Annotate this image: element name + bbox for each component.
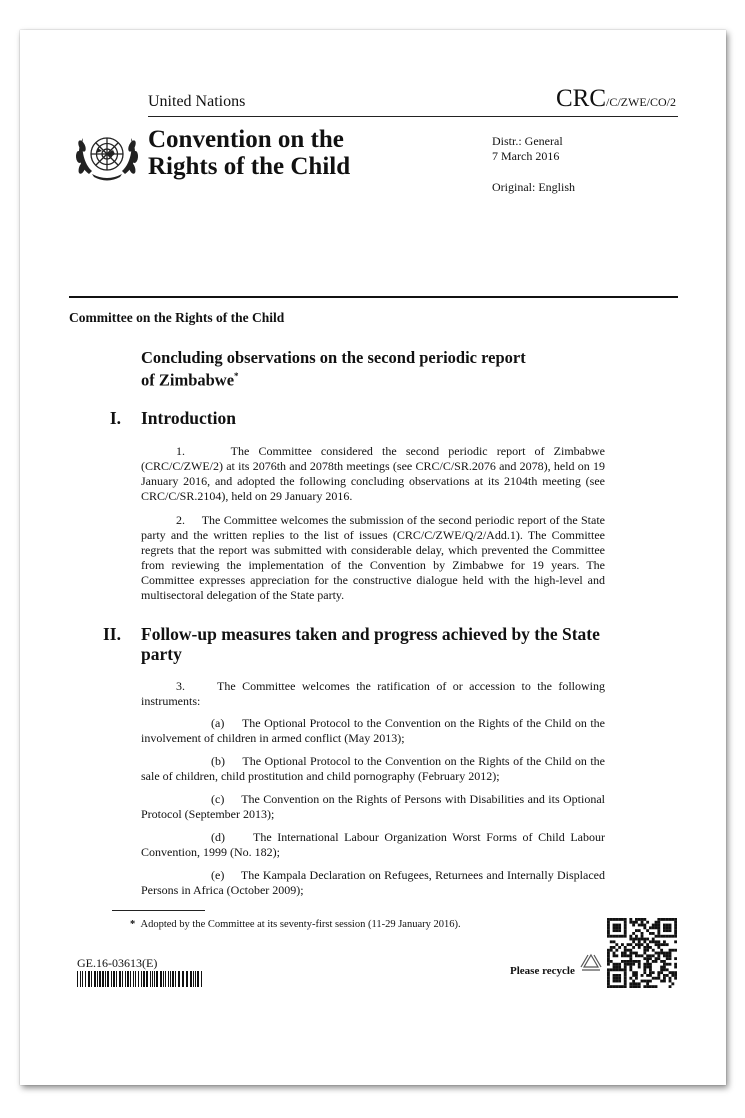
document-page [20, 30, 726, 1085]
title-line2 [141, 367, 611, 390]
list-item [141, 792, 605, 822]
title-footnote-mark: * [234, 371, 239, 381]
committee-name: Committee on the Rights of the Child [69, 310, 285, 325]
item-label: (a) [211, 716, 225, 730]
paragraph-1: 1. The Committee considered the second periodic report of Zimbabwe (CRC/C/ZWE/2) at its 2076th and 2078th meetings (see CRC/C/SR.2076 and 2078), held on 19 January 2016, and adopted the following concluding observations at its 2104th meeting (see CRC/C/SR.2104), held on 29 January 2016. [141, 444, 605, 503]
distribution: Distr.: General [492, 134, 563, 148]
section-heading-1 [20, 408, 726, 432]
item-text: The Kampala Declaration on Refugees, Returnees and Internally Displaced Persons in Africa (October 2009); [141, 868, 605, 897]
item-text: The Convention on the Rights of Persons with Disabilities and its Optional Protocol (September 2013); [141, 792, 605, 821]
section-number: I. [109, 408, 121, 428]
convention-title-line2: Rights of the Child [148, 153, 351, 180]
item-text: The Optional Protocol to the Convention on the Rights of the Child on the involvement of children in armed conflict (May 2013); [141, 716, 606, 745]
footnote-text: Adopted by the Committee at its seventy-first session (11-29 January 2016). [140, 919, 461, 930]
list-item [141, 754, 605, 784]
header-rule [148, 116, 678, 117]
issue-date: 7 March 2016 [492, 149, 560, 163]
symbol-sub: /C/ZWE/CO/2 [606, 95, 676, 109]
item-label: (e) [211, 868, 225, 882]
symbol-main: CRC [555, 85, 606, 112]
footnote-rule [112, 910, 205, 911]
convention-title-line1: Convention on the [148, 126, 344, 153]
item-text: The International Labour Organization Worst Forms of Child Labour Convention, 1999 (No. 182); [141, 830, 606, 859]
item-label: (c) [211, 792, 225, 806]
list-item [141, 716, 605, 746]
recycle-icon [578, 952, 604, 978]
section-heading-2 [20, 624, 726, 668]
section-title: Introduction [141, 408, 236, 428]
document-code: GE.16-03613(E) [77, 956, 158, 970]
title-line1: Concluding observations on the second periodic report [141, 348, 526, 367]
paragraph-2: 2. The Committee welcomes the submission of the second periodic report of the State party and the written replies to the list of issues (CRC/C/ZWE/Q/2/Add.1). The Committee regrets that the report was submitted with considerable delay, which prevented the Committee from reviewing the implementation of the Convention by Zimbabwe for 19 years. The Committee expresses appreciation for the constructive dialogue held with the high-level and multisectoral delegation of the State party. [141, 513, 605, 602]
section-title [141, 624, 621, 664]
barcode-icon [77, 971, 205, 987]
original-language: Original: English [492, 180, 575, 194]
title-line2-text: of Zimbabwe [141, 370, 235, 390]
document-symbol [556, 85, 676, 113]
recycle-label: Please recycle [510, 965, 575, 977]
un-emblem-icon [72, 126, 142, 186]
list-item [141, 830, 605, 860]
footnote [130, 919, 461, 930]
section-title-line1: Follow-up measures taken and progress achieved by the State [141, 624, 600, 644]
section-rule [69, 296, 678, 298]
org-name: United Nations [148, 93, 246, 110]
item-label: (d) [211, 830, 225, 844]
qr-code-icon [607, 918, 677, 988]
item-label: (b) [211, 754, 225, 768]
section-title-line2: party [141, 644, 182, 664]
convention-title [148, 126, 350, 180]
paragraph-3: 3. The Committee welcomes the ratification of or accession to the following instruments: [141, 679, 605, 708]
document-title [141, 348, 611, 390]
distribution-block [492, 134, 563, 164]
section-number: II. [103, 624, 121, 644]
footnote-mark: * [130, 919, 136, 930]
list-item [141, 868, 605, 898]
item-text: The Optional Protocol to the Convention on the Rights of the Child on the sale of children, child prostitution and child pornography (February 2012); [141, 754, 606, 783]
